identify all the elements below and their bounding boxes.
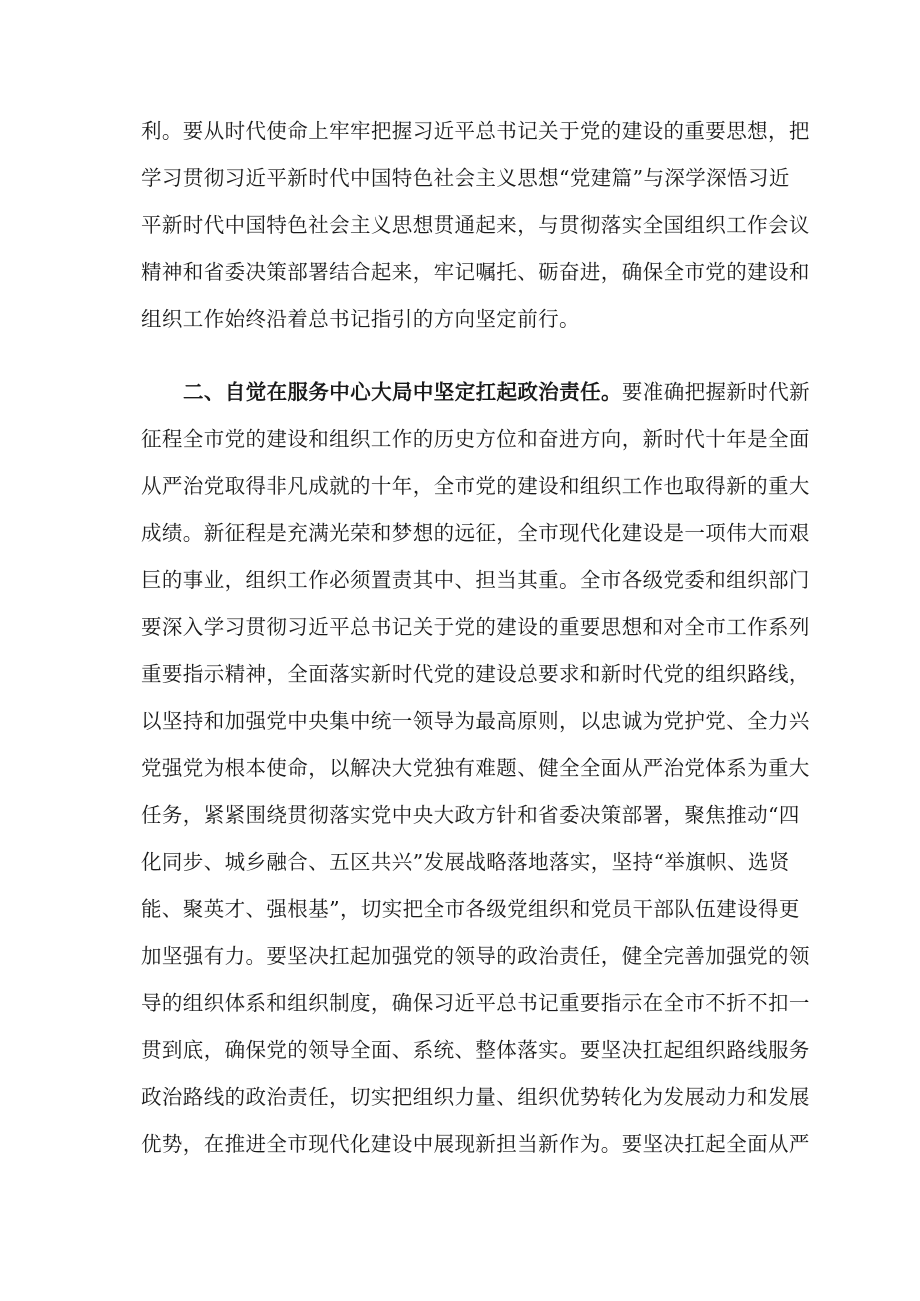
paragraph-line: 任务，紧紧围绕贯彻落实党中央大政方针和省委决策部署，聚焦推动“四 (141, 803, 800, 827)
paragraph-line: 利。要从时代使命上牢牢把握习近平总书记关于党的建设的重要思想，把 (141, 119, 810, 143)
paragraph-line: 从严治党取得非凡成就的十年，全市党的建设和组织工作也取得新的重大 (141, 474, 810, 498)
paragraph-2 (141, 369, 811, 1168)
paragraph-line: 优势，在推进全市现代化建设中展现新担当新作为。要坚决扛起全面从严 (141, 1132, 810, 1156)
paragraph-first-line (141, 369, 811, 416)
paragraph-line: 征程全市党的建设和组织工作的历史方位和奋进方向，新时代十年是全面 (141, 427, 810, 451)
paragraph-line: 贯到底，确保党的领导全面、系统、整体落实。要坚决扛起组织路线服务 (141, 1038, 810, 1062)
paragraph-line: 加坚强有力。要坚决扛起加强党的领导的政治责任，健全完善加强党的领 (141, 944, 810, 968)
paragraph-line: 要深入学习贯彻习近平总书记关于党的建设的重要思想和对全市工作系列 (141, 615, 810, 639)
paragraph-line: 平新时代中国特色社会主义思想贯通起来，与贯彻落实全国组织工作会议 (141, 213, 810, 237)
paragraph-line: 成绩。新征程是充满光荣和梦想的远征，全市现代化建设是一项伟大而艰 (141, 521, 810, 545)
paragraph-line: 党强党为根本使命，以解决大党独有难题、健全全面从严治党体系为重大 (141, 756, 810, 780)
paragraph-line: 学习贯彻习近平新时代中国特色社会主义思想“党建篇”与深学深悟习近 (141, 166, 790, 190)
section-heading: 二、自觉在服务中心大局中坚定扛起政治责任。 (183, 380, 622, 404)
paragraph-line: 以坚持和加强党中央集中统一领导为最高原则，以忠诚为党护党、全力兴 (141, 709, 810, 733)
paragraph-line: 导的组织体系和组织制度，确保习近平总书记重要指示在全市不折不扣一 (141, 991, 810, 1015)
paragraph-first-line-text: 要准确把握新时代新 (621, 380, 811, 404)
paragraph-line: 政治路线的政治责任，切实把组织力量、组织优势转化为发展动力和发展 (141, 1085, 810, 1109)
paragraph-line: 组织工作始终沿着总书记指引的方向坚定前行。 (141, 307, 580, 331)
paragraph-line: 巨的事业，组织工作必须置责其中、担当其重。全市各级党委和组织部门 (141, 568, 810, 592)
paragraph-line: 精神和省委决策部署结合起来，牢记嘱托、砺奋进，确保全市党的建设和 (141, 260, 810, 284)
paragraph-1 (141, 108, 810, 343)
paragraph-line: 化同步、城乡融合、五区共兴”发展战略落地落实，坚持“举旗帜、选贤 (141, 850, 790, 874)
paragraph-line: 重要指示精神，全面落实新时代党的建设总要求和新时代党的组织路线， (141, 662, 810, 686)
paragraph-line: 能、聚英才、强根基”，切实把全市各级党组织和党员干部队伍建设得更 (141, 897, 800, 921)
